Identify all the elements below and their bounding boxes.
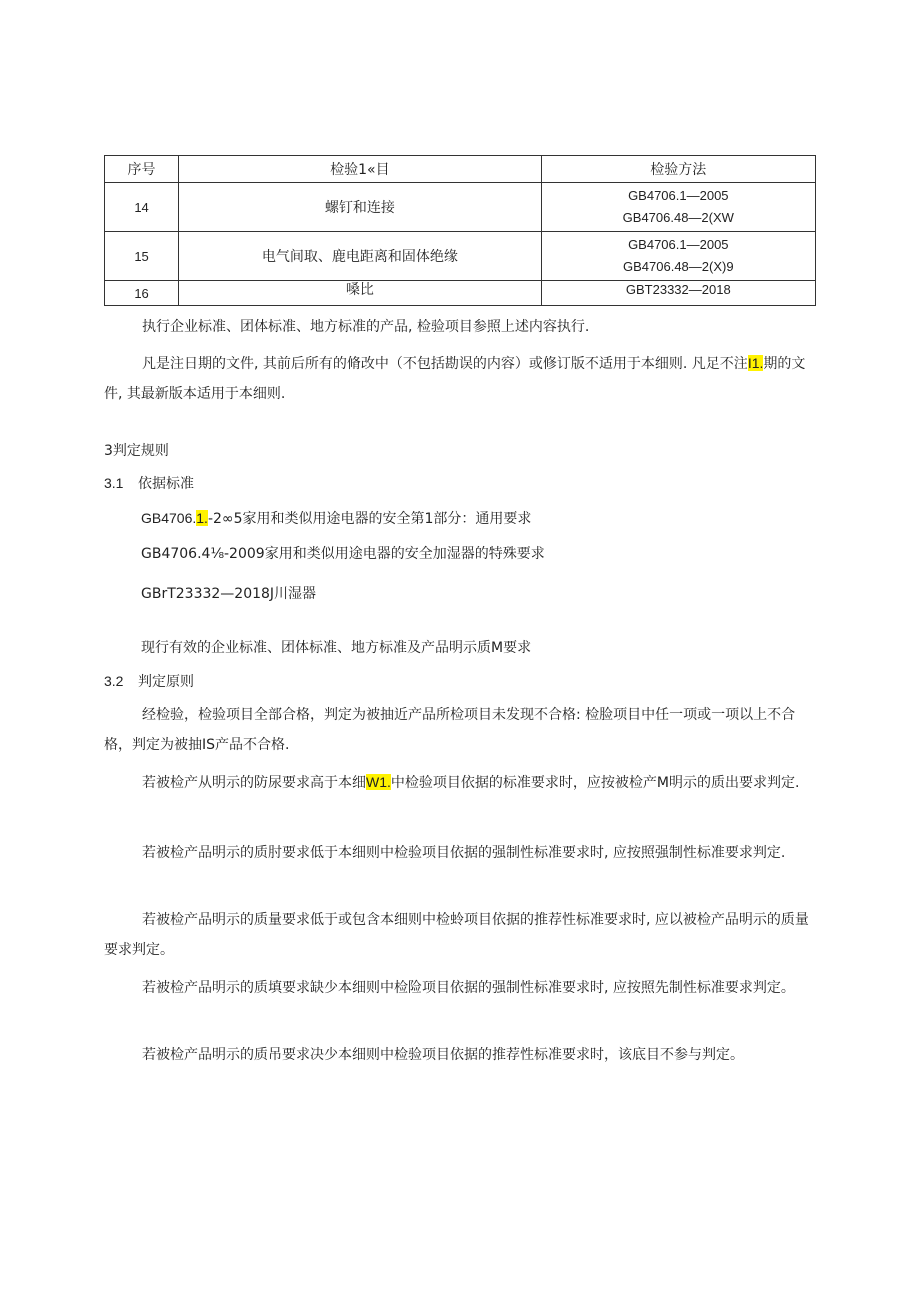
paragraph-text: 中检验项目依据的标准要求时，应按被检产M明示的质出要求判定. xyxy=(390,775,800,791)
row-item: 嗓比 xyxy=(179,281,542,306)
standard-reference xyxy=(141,508,531,528)
subsection-number: 3.2 xyxy=(104,673,124,689)
table-row xyxy=(105,183,816,232)
row-method: GBT23332—2018 xyxy=(541,281,815,306)
paragraph: 若被检产品明示的质填要求缺少本细则中检险项目依据的强制性标准要求时, 应按照先制性标准要求判定。 xyxy=(142,980,795,996)
paragraph: 现行有效的企业标准、团体标准、地方标准及产品明示质M要求 xyxy=(141,640,532,656)
method-line: GB4706.1—2005 xyxy=(628,188,729,203)
standard-reference: GBrT23332—2018J川湿器 xyxy=(141,586,317,602)
table-row xyxy=(105,232,816,281)
inspection-table xyxy=(104,155,816,306)
highlight-mark: I1. xyxy=(747,355,764,371)
paragraph: 若被检产品明示的质吊要求决少本细则中检验项目依据的推荐性标准要求时，该底目不参与判定。 xyxy=(142,1047,744,1063)
subsection-heading xyxy=(104,671,194,691)
standard-text: -2∞5家用和类似用途电器的安全第1部分：通用要求 xyxy=(207,511,532,527)
subsection-title: 判定原则 xyxy=(138,674,194,690)
row-no: 16 xyxy=(105,281,179,306)
standard-code: GB4706. xyxy=(141,510,197,526)
paragraph xyxy=(104,767,816,798)
paragraph: 若被检产品明示的质肘要求低于本细则中检验项目依据的强制性标准要求时, 应按照强制性标准要求判定. xyxy=(142,845,786,861)
paragraph-text: 若被检产从明示的防尿要求高于本细 xyxy=(142,775,366,791)
row-no: 14 xyxy=(105,183,179,232)
paragraph: 执行企业标准、团体标准、地方标准的产品, 检验项目参照上述内容执行. xyxy=(142,319,590,335)
method-line: GB4706.1—2005 xyxy=(628,237,729,252)
subsection-heading xyxy=(104,473,194,493)
paragraph: 经检验，检验项目全部合格，判定为被抽近产品所检项目未发现不合格: 检脸项目中任一项或一项以上不合格，判定为被抽IS产品不合格. xyxy=(104,707,796,753)
row-item: 螺钉和连接 xyxy=(179,183,542,232)
paragraph: 若被检产品明示的质量要求低于或包含本细则中检蛉项目依据的推荐性标准要求时, 应以被检产品明示的质量要求判定。 xyxy=(104,912,809,958)
paragraph-text: 期的文件, 其最新版本适用于本细则. xyxy=(104,356,806,402)
method-line: GB4706.48—2(X)9 xyxy=(623,259,734,274)
row-method xyxy=(541,232,815,281)
section-title: 3判定规则 xyxy=(104,443,169,459)
standard-reference: GB4706.4⅛-2009家用和类似用途电器的安全加湿器的特殊要求 xyxy=(141,546,545,562)
highlight-mark: W1. xyxy=(366,774,391,790)
header-item: 检验1«目 xyxy=(179,156,542,183)
paragraph-text: 凡是注日期的文件, 其前后所有的脩改中（不包括勘误的内容）或修订版不适用于本细则. 凡足不注 xyxy=(142,356,748,372)
highlight-mark: 1. xyxy=(196,510,208,526)
table-row xyxy=(105,281,816,306)
header-method: 检验方法 xyxy=(541,156,815,183)
row-item: 电气间取、鹿电距离和固体绝缘 xyxy=(179,232,542,281)
subsection-number: 3.1 xyxy=(104,475,124,491)
paragraph xyxy=(104,348,816,409)
row-no: 15 xyxy=(105,232,179,281)
subsection-title: 依据标准 xyxy=(138,476,194,492)
method-line: GB4706.48—2(XW xyxy=(622,210,734,225)
header-no: 序号 xyxy=(105,156,179,183)
table-header-row xyxy=(105,156,816,183)
row-method xyxy=(541,183,815,232)
